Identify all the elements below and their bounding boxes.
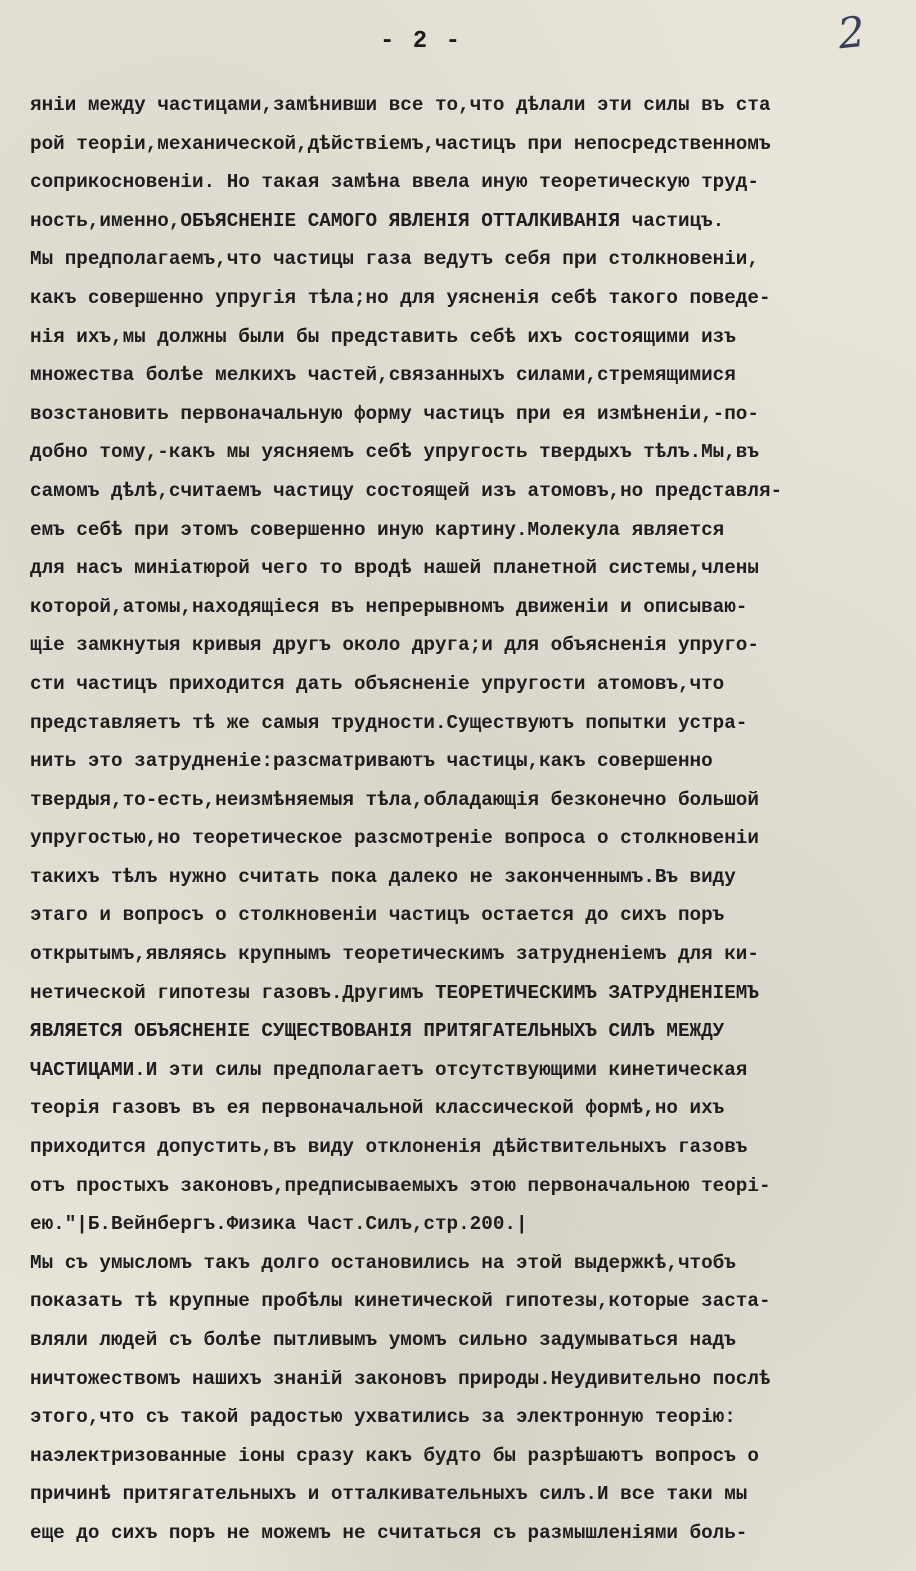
text-line: такихъ тѣлъ нужно считать пока далеко не законченнымъ.Въ виду — [30, 865, 736, 888]
text-line: сти частицъ приходится дать объясненіе упругости атомовъ,что — [30, 672, 725, 695]
text-line: нетической гипотезы газовъ.Другимъ ТЕОРЕТИЧЕСКИМЪ ЗАТРУДНЕНІЕМЪ — [30, 981, 759, 1004]
text-line: какъ совершенно упругія тѣла;но для уясненія себѣ такого поведе- — [30, 286, 771, 309]
text-line: самомъ дѣлѣ,считаемъ частицу состоящей изъ атомовъ,но представля- — [30, 479, 783, 502]
text-line: причинѣ притягательныхъ и отталкивательныхъ силъ.И все таки мы — [30, 1483, 748, 1506]
text-line: показать тѣ крупные пробѣлы кинетической гипотезы,которые заста- — [30, 1290, 771, 1313]
text-line: открытымъ,являясь крупнымъ теоретическимъ затрудненіемъ для ки- — [30, 943, 759, 966]
text-line: для насъ миніатюрой чего то вродѣ нашей планетной системы,члены — [30, 557, 759, 580]
text-line: твердыя,то-есть,неизмѣняемыя тѣла,обладающія безконечно большой — [30, 788, 759, 811]
text-line: которой,атомы,находящіеся въ непрерывномъ движеніи и описываю- — [30, 595, 748, 618]
text-line: ею."|Б.Вейнбергъ.Физика Част.Силъ,стр.200.| — [30, 1213, 528, 1236]
text-line: этого,что съ такой радостью ухватились за электронную теорію: — [30, 1406, 736, 1429]
handwritten-folio-number: 2 — [835, 6, 868, 59]
text-line: наэлектризованные іоны сразу какъ будто бы разрѣшаютъ вопросъ о — [30, 1444, 759, 1467]
text-line: соприкосновеніи. Но такая замѣна ввела иную теоретическую труд- — [30, 171, 759, 194]
text-line: возстановить первоначальную форму частицъ при ея измѣненіи,-по- — [30, 402, 759, 425]
text-line: теорія газовъ въ ея первоначальной классической формѣ,но ихъ — [30, 1097, 725, 1120]
text-line: этаго и вопросъ о столкновеніи частицъ остается до сихъ поръ — [30, 904, 725, 927]
text-line: нія ихъ,мы должны были бы представить себѣ ихъ состоящими изъ — [30, 325, 736, 348]
text-line: упругостью,но теоретическое разсмотреніе вопроса о столкновеніи — [30, 827, 759, 850]
text-line: еще до сихъ поръ не можемъ не считаться съ размышленіями боль- — [30, 1521, 748, 1544]
text-line: добно тому,-какъ мы уясняемъ себѣ упругость твердыхъ тѣлъ.Мы,въ — [30, 441, 759, 464]
page-number: - 2 - — [380, 28, 463, 55]
text-line: отъ простыхъ законовъ,предписываемыхъ этою первоначальною теорі- — [30, 1174, 771, 1197]
text-line: ЯВЛЯЕТСЯ ОБЪЯСНЕНІЕ СУЩЕСТВОВАНІЯ ПРИТЯГАТЕЛЬНЫХЪ СИЛЪ МЕЖДУ — [30, 1020, 725, 1043]
text-line: емъ себѣ при этомъ совершенно иную картину.Молекула является — [30, 518, 725, 541]
text-line: Мы предполагаемъ,что частицы газа ведутъ себя при столкновеніи, — [30, 248, 759, 271]
text-line: щіе замкнутыя кривыя другъ около друга;и для объясненія упруго- — [30, 634, 759, 657]
typewritten-body — [30, 86, 890, 1553]
text-line: ЧАСТИЦАМИ.И эти силы предполагаетъ отсутствующими кинетическая — [30, 1058, 748, 1081]
text-line: ничтожествомъ нашихъ знаній законовъ природы.Неудивительно послѣ — [30, 1367, 771, 1390]
text-line: вляли людей съ болѣе пытливымъ умомъ сильно задумываться надъ — [30, 1329, 736, 1351]
text-line: множества болѣе мелкихъ частей,связанныхъ силами,стремящимися — [30, 364, 736, 387]
text-line: Мы съ умысломъ такъ долго остановились на этой выдержкѣ,чтобъ — [30, 1251, 736, 1274]
text-line: яніи между частицами,замѣнивши все то,что дѣлали эти силы въ ста — [30, 94, 771, 116]
text-line: нить это затрудненіе:разсматриваютъ частицы,какъ совершенно — [30, 750, 713, 773]
text-line: ность,именно,ОБЪЯСНЕНІЕ САМОГО ЯВЛЕНІЯ ОТТАЛКИВАНІЯ частицъ. — [30, 209, 725, 232]
text-line: рой теоріи,механической,дѣйствіемъ,частицъ при непосредственномъ — [30, 132, 771, 155]
text-line: представляетъ тѣ же самыя трудности.Существуютъ попытки устра- — [30, 711, 748, 734]
text-line: приходится допустить,въ виду отклоненія дѣйствительныхъ газовъ — [30, 1136, 748, 1159]
